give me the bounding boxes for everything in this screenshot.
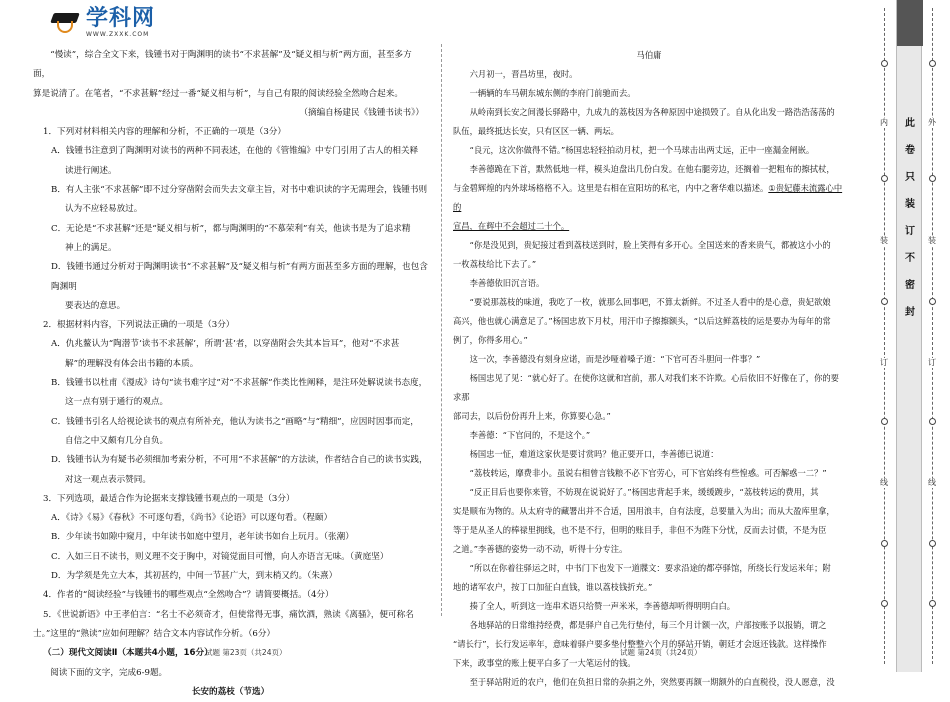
graduation-cap-icon bbox=[50, 11, 80, 35]
text-line: 李善德：“下官问的，不是这个。” bbox=[469, 430, 591, 440]
question-2-option-c-cont: 自信之中又颇有几分自负。 bbox=[65, 435, 169, 446]
binding-hole-icon bbox=[881, 418, 888, 425]
binding-hole-icon bbox=[881, 540, 888, 547]
binding-hole-icon bbox=[929, 540, 936, 547]
question-1-option-a: A．钱锺书注意到了陶渊明对读书的两种不同表述，在他的《管锥编》中专门引用了古人的相关释 bbox=[51, 146, 419, 157]
question-3-option-a: A．《诗》《易》《春秋》不可逐句看，《尚书》《论语》可以逐句看。（程颐） bbox=[51, 513, 333, 524]
inner-label: 线 bbox=[880, 478, 888, 487]
question-2-option-b-cont: 这一点有别于通行的观点。 bbox=[65, 397, 169, 408]
binding-hole-icon bbox=[881, 298, 888, 305]
right-column bbox=[453, 46, 845, 692]
text-line: 各地驿站的日常维持经费，都是驿户自己先行垫付，每三个月计额一次，户部按账予以报销，谓之 bbox=[469, 620, 827, 630]
text-line: 杨国忠见了见：“就心好了。在使你这就和宫前，那人对我们来不许欺。心后依旧不好像在了，你的要求那 bbox=[453, 373, 839, 402]
logo bbox=[50, 8, 155, 38]
text-line: 一辆辆的车马朝东城东侧的李府门前驰而去。 bbox=[469, 88, 636, 98]
binding-hole-icon bbox=[929, 600, 936, 607]
seal-char: 不 bbox=[905, 253, 915, 264]
seal-strip-header bbox=[897, 0, 923, 46]
text-line: “要说那荔枝的味道，我吃了一枚，就那么回事吧，不算太新鲜。不过圣人看中的是心意，贵妃欲娘 bbox=[469, 297, 831, 307]
binding-hole-icon bbox=[881, 600, 888, 607]
binding-hole-icon bbox=[881, 60, 888, 67]
column-divider bbox=[441, 44, 442, 616]
binding-hole-icon bbox=[929, 60, 936, 67]
question-3-option-b: B．少年读书如隙中窥月，中年读书如庭中望月，老年读书如台上玩月。（张潮） bbox=[51, 532, 354, 543]
text-line: 一枚荔枝给比下去了。” bbox=[453, 259, 537, 269]
question-2-option-c: C．钱锺书引名人给视论读书的观点有所补充，他认为读书之“画略”与“精细”，应因时因事而定， bbox=[51, 416, 419, 427]
logo-url: WWW.ZXXK.COM bbox=[86, 31, 150, 38]
question-2-option-a: A．仇兆鳌认为“陶潜节‘读书不求甚解’，所谓‘甚’者，以穿凿附会失其本旨耳”，他对“不求甚 bbox=[51, 339, 400, 350]
binding-hole-icon bbox=[929, 418, 936, 425]
binding-hole-icon bbox=[929, 175, 936, 182]
text-line bbox=[453, 179, 845, 217]
question-1-option-d-cont: 要表达的意思。 bbox=[65, 300, 126, 311]
question-1-option-a-cont: 读进行阐述。 bbox=[65, 165, 117, 176]
text-line: 从岭南到长安之间漫长驿路中，九成九的荔枝因为各种原因中途损毁了。自从化出发一路浩浩荡荡的 bbox=[469, 107, 835, 117]
outer-label: 线 bbox=[928, 478, 936, 487]
outer-label: 订 bbox=[928, 358, 936, 367]
underlined-sentence-cont: 宣昌，在辉中不会超过二十个。 bbox=[453, 221, 570, 231]
page-footer-left: 试题 第23页（共24页） bbox=[205, 648, 287, 657]
question-1-option-c-cont: 神上的满足。 bbox=[65, 242, 117, 253]
question-5-cont: 士。”这里的“熟读”应如何理解？结合文本内容试作分析。（6分） bbox=[33, 628, 276, 639]
article-author: 马伯庸 bbox=[636, 50, 662, 60]
question-2-option-a-cont: 解”的理解没有体会出书籍的本质。 bbox=[65, 358, 199, 369]
logo-name: 学科网 bbox=[86, 6, 156, 31]
seal-char: 只 bbox=[905, 172, 915, 183]
text-line: “请长行”，长行发运率年，意味着驿户要多垫付整整六个月的驿站开销，朝廷才会返还钱款。这样操作 bbox=[453, 639, 827, 649]
seal-char: 封 bbox=[905, 307, 915, 318]
question-1-option-c: C．无论是“不求甚解”还是“疑义相与析”，都与陶渊明的“不慕荣利”有关，他读书是为了追求精 bbox=[51, 223, 411, 234]
text-line: “你是没见到，贵妃接过看到荔枝送到时，脸上笑得有多开心。全国送来的香来贵气，都被这小小的 bbox=[469, 240, 831, 250]
text-line: 六月初一，晋昌坊里，夜时。 bbox=[469, 69, 578, 79]
text-line: “慢读”，综合全文下来，钱锺书对于陶渊明的读书“不求甚解”及“疑义相与析”两方面，甚至多方面， bbox=[33, 50, 412, 80]
text-line: 杨国忠一怔，难道这家伙是要讨赏吗？他正要开口，李善德已说道： bbox=[469, 449, 719, 459]
question-1-option-b: B．有人主张“不求甚解”即不过分穿凿附会而失去文章主旨，对书中难识读的字无需理会，钱锺书则 bbox=[51, 185, 428, 196]
question-1-option-d: D．钱锺书通过分析对于陶渊明读书“不求甚解”及“疑义相与析”有两方面甚至多方面的理解，也包含陶渊明 bbox=[51, 262, 428, 292]
text-line: 之道。”李善德的姿势一动不动，听得十分专注。 bbox=[453, 544, 628, 554]
seal-char: 装 bbox=[905, 199, 915, 210]
inner-label: 订 bbox=[880, 358, 888, 367]
underlined-sentence: ①贵妃藤未流露心中的 bbox=[453, 183, 843, 212]
seal-char: 此 bbox=[905, 118, 915, 129]
text-line: 至于驿站附近的农户，他们在负担日常的杂捐之外，突然要再额一期额外的白直税役，没人愿意，没 bbox=[469, 677, 835, 687]
question-3-option-d: D．为学须是先立大本，其初甚约，中间一节甚广大，到末梢又约。（朱熹） bbox=[51, 571, 338, 582]
text-line: “所以在你着往驿运之时，中书门下也发下一道牒文：要求沿途的都亭驿馆，所绕长行发运米年；附 bbox=[469, 563, 831, 573]
question-1-stem: 1．下列对材料相关内容的理解和分析，不正确的一项是（3分） bbox=[43, 127, 286, 138]
left-column bbox=[33, 46, 428, 702]
seal-strip bbox=[896, 0, 922, 672]
text-line: “良元，这次你做得不错。”杨国忠轻轻拍动月杖，把一个马球击出两丈远，正中一座漏金闸嵌。 bbox=[469, 145, 815, 155]
inner-label: 内 bbox=[880, 118, 888, 127]
question-3-option-c: C．入如三日不读书，则义理不交于胸中，对镜觉面目可憎，向人亦语言无味。（黄庭坚） bbox=[51, 551, 389, 562]
binding-hole-icon bbox=[929, 298, 936, 305]
section-heading: （二）现代文阅读Ⅱ（本题共4小题，16分） bbox=[43, 648, 213, 659]
outer-label: 装 bbox=[928, 236, 936, 245]
seal-char: 密 bbox=[905, 280, 915, 291]
question-4: 4．作者的“阅读经验”与钱锺书的哪些观点“全然吻合”？请简要概括。（4分） bbox=[43, 590, 334, 601]
text-line: 算是说清了。在笔者，“不求甚解”经过一番“疑义相与析”，与自己有限的阅读经验全然吻合起来。 bbox=[33, 88, 403, 99]
page-footer-right: 试题 第24页（共24页） bbox=[620, 648, 702, 657]
text-line: 这一次，李善德没有刻身应诺，而是沙哑着嗓子道：“下官可否斗胆问一件事？” bbox=[469, 354, 761, 364]
text-line: 等于是从圣人的棒禄里拥线，也不是不行，但明的账目手，非但不为陛下分忧，反而去讨债，不是为臣 bbox=[453, 525, 827, 535]
text-line: 队伍，最终抵达长安，只有区区一辆、两坛。 bbox=[453, 126, 619, 136]
text-line: 李善德依旧沉言语。 bbox=[469, 278, 545, 288]
binding-margin bbox=[872, 0, 950, 672]
seal-char: 卷 bbox=[905, 145, 915, 156]
seal-notice bbox=[897, 110, 923, 326]
text-line: 下来，政事堂的账上便平白多了一大笔运付的钱。 bbox=[453, 658, 636, 668]
reading-instruction: 阅读下面的文字，完成6-9题。 bbox=[50, 667, 168, 678]
inner-binding-line bbox=[884, 8, 885, 664]
question-5: 5．《世说新语》中王孝伯言：“名士不必须奇才，但使常得无事，痛饮酒，熟读《离骚》，便可称名 bbox=[43, 609, 414, 620]
question-3-stem: 3．下列选项，最适合作为论据来支撑钱锺书观点的一项是（3分） bbox=[43, 493, 295, 504]
text-line-part: 与金碧辉煌的内外球场格格不入。这里是右相在宣阳坊的私宅，内中之奢华难以描述。 bbox=[453, 183, 769, 193]
text-line: “反正目后也要你来管，不妨现在说说好了。”杨国忠背起手来，缓缓踱步，“荔枝转运的费用，其 bbox=[469, 487, 819, 497]
text-line: 部司去，以后份份再升上来，你算要心急。” bbox=[453, 411, 611, 421]
article-title: 长安的荔枝（节选） bbox=[191, 686, 270, 697]
question-2-option-d-cont: 对这一观点表示赞同。 bbox=[65, 474, 151, 485]
text-line: 揍了全人，听到这一连串术语只给赞一声米米，李善德却听得明明白白。 bbox=[469, 601, 736, 611]
question-2-option-b: B．钱锺书以杜甫《漫成》诗句“读书难字过”对“不求甚解”作类比性阐释，是注环处解说读书态度， bbox=[51, 378, 428, 389]
inner-label: 装 bbox=[880, 236, 888, 245]
question-2-option-d: D．钱锺书认为有疑书必须细加考索分析，不可用“不求甚解”的方法读，作者结合自己的读书实践， bbox=[51, 455, 428, 466]
text-line: 地的诸军农户，按丁口加征白直钱，谁以荔枝钱折充。” bbox=[453, 582, 653, 592]
text-line: 实是顺布为物的。从太府寺的藏署出并不合适，国用浪丰，自有法度，总要量入为出；而从大盈库里拿， bbox=[453, 506, 835, 516]
text-line: 高兴，他也就心满意足了。”杨国忠放下月杖，用汗巾子擦擦额头，“以后这鲜荔枝的运是要办为每年的常 bbox=[453, 316, 831, 326]
outer-label: 外 bbox=[928, 118, 936, 127]
text-line: 例了，你得多用心。” bbox=[453, 335, 528, 345]
question-1-option-b-cont: 认为不应轻易放过。 bbox=[65, 204, 143, 215]
source-citation: （摘编自杨建民《钱锺书读书》） bbox=[299, 107, 424, 118]
outer-binding-line bbox=[932, 8, 933, 664]
seal-char: 订 bbox=[905, 226, 915, 237]
question-2-stem: 2．根据材料内容，下列说法正确的一项是（3分） bbox=[43, 320, 235, 331]
text-line: 李善德跪在下首，默然低地一样，模头迫盘出几份白发。在他右腿旁边，还搁着一把粗布的擦拭杖， bbox=[469, 164, 835, 174]
text-line: “荔枝转运，靡费非小。虽说右相曾言钱粮不必下官劳心，可下官始终有些惶惑。可否解惑一二？” bbox=[469, 468, 827, 478]
binding-hole-icon bbox=[881, 175, 888, 182]
